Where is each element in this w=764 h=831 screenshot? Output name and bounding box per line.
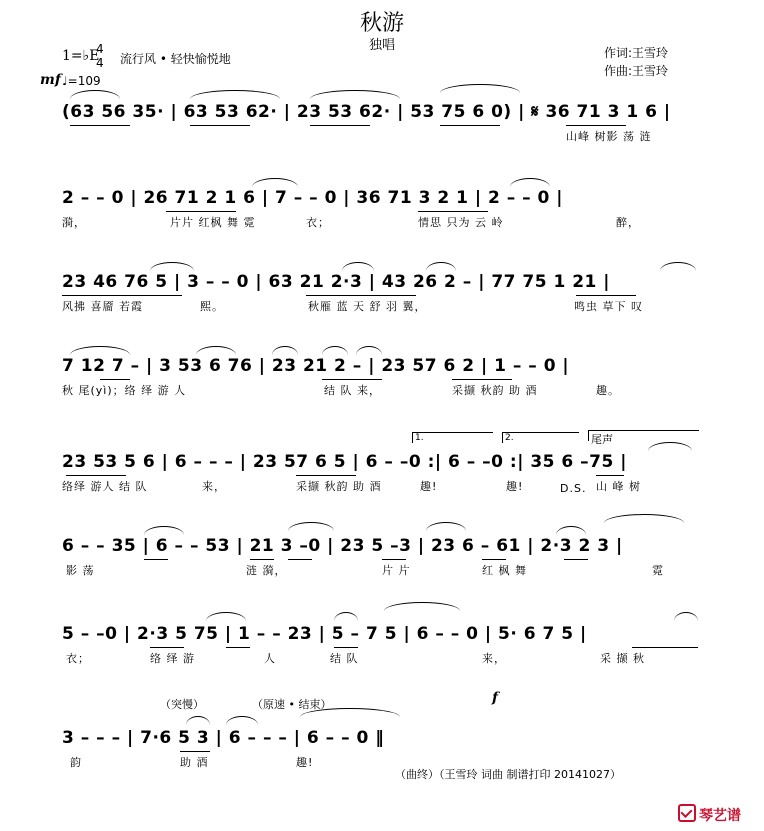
staff-row-7-notes: 5 – –0 | 2·3 5 75 | 1 – – 23 | 5 – 7 5 | 6 – – 0 | 5· 6 7 5 | [62, 624, 587, 644]
tempo-marking: ♩=109 [62, 74, 101, 88]
staff-row-7-lyrics-b: 络 绎 游 [150, 652, 195, 665]
slur [310, 90, 400, 99]
staff-row-5-notes: 23 53 5 6 | 6 – – – | 23 57 6 5 | 6 – –0 :| 6 – –0 :| 35 6 –75 | [62, 452, 627, 472]
beam-underline [190, 125, 250, 126]
coda-label: 尾声 [588, 430, 699, 441]
slur [322, 346, 348, 355]
time-signature-top: 4 [96, 42, 104, 56]
beam-underline [150, 647, 184, 648]
slur [252, 178, 298, 187]
beam-underline [62, 295, 182, 296]
slur [190, 90, 280, 99]
staff-row-1-notes: (63 56 35· | 63 53 62· | 23 53 62· | 53 75 6 0) | 𝄋 36 71 3 1 6 | [62, 102, 671, 122]
slur [342, 262, 374, 271]
staff-row-1-lyrics: 山峰 树影 荡 涟 [566, 130, 652, 143]
staff-row-6-lyrics-a: 影 荡 [66, 564, 95, 577]
beam-underline [382, 559, 406, 560]
beam-underline [440, 125, 500, 126]
staff-row-5-lyrics-c: 采撷 秋韵 助 酒 [296, 480, 382, 493]
staff-row-4-lyrics-d: 趣。 [596, 384, 620, 397]
watermark-logo [678, 804, 741, 825]
staff-row-2-lyrics-a: 漪， [62, 216, 86, 229]
staff-row-5-lyrics-f: 山 峰 树 [596, 480, 641, 493]
staff-row-7-lyrics-a: 衣； [66, 652, 90, 665]
beam-underline [306, 295, 416, 296]
slur [510, 178, 550, 187]
slur [196, 346, 236, 355]
slur [272, 346, 298, 355]
time-signature [96, 42, 104, 70]
staff-row-2-lyrics-e: 醉， [616, 216, 640, 229]
dynamic-mf: mf [40, 72, 61, 88]
staff-row-3-lyrics-a: 风拂 喜靥 若霞 [62, 300, 143, 313]
slur [440, 84, 520, 93]
beam-underline [576, 295, 636, 296]
beam-underline [452, 379, 512, 380]
staff-row-5-lyrics-b: 来， [202, 480, 226, 493]
tempo-change-resume: （原速 • 结束） [252, 698, 332, 711]
staff-row-2-lyrics-b: 片片 红枫 舞 霓 [170, 216, 256, 229]
slur [186, 716, 210, 725]
staff-row-6-lyrics-e: 霓 [652, 564, 664, 577]
beam-underline [418, 211, 488, 212]
staff-row-6-lyrics-d: 红 枫 舞 [482, 564, 527, 577]
beam-underline [180, 751, 210, 752]
beam-underline [250, 559, 274, 560]
staff-row-5-lyrics-e: 趣! [506, 480, 524, 493]
staff-row-2-lyrics-c: 衣； [306, 216, 330, 229]
staff-row-4-lyrics-a: 秋 尾(yì)；络 绎 游 人 [62, 384, 187, 397]
slur [674, 612, 698, 621]
staff-row-2-notes: 2 – – 0 | 26 71 2 1 6 | 7 – – 0 | 36 71 3 2 1 | 2 – – 0 | [62, 188, 563, 208]
composer-credit: 作曲:王雪玲 [604, 64, 669, 78]
footer-note: （曲终）（王雪玲 词曲 制谱打印 20141027） [395, 768, 621, 781]
time-signature-bottom: 4 [96, 56, 104, 70]
slur [426, 522, 466, 531]
staff-row-4-notes: 7 12 7 – | 3 53 6 76 | 23 21 2 – | 23 57 6 2 | 1 – – 0 | [62, 356, 570, 376]
slur [70, 90, 120, 99]
style-marking: 流行风 • 轻快愉悦地 [120, 52, 231, 66]
lyricist-credit: 作词:王雪玲 [604, 46, 669, 60]
tempo-change-slow: （突慢） [160, 698, 204, 711]
beam-underline [288, 559, 312, 560]
slur [384, 602, 460, 611]
key-signature: 1=♭E [62, 48, 100, 64]
beam-underline [166, 211, 236, 212]
staff-row-4-lyrics-b: 结 队 来， [324, 384, 381, 397]
staff-row-6-notes: 6 – – 35 | 6 – – 53 | 21 3 –0 | 23 5 –3 | 23 6 – 61 | 2·3 2 3 | [62, 536, 623, 556]
beam-underline [334, 647, 358, 648]
slur [648, 442, 692, 451]
staff-row-3-lyrics-b: 熙。 [200, 300, 224, 313]
beam-underline [322, 379, 382, 380]
slur [604, 514, 684, 523]
watermark-text: 琴艺谱 [699, 808, 741, 824]
staff-row-7-lyrics-e: 来， [482, 652, 506, 665]
staff-row-3-lyrics-d: 鸣虫 草下 叹 [574, 300, 643, 313]
staff-row-8-notes: 3 – – – | 7·6 5 3 | 6 – – – | 6 – – 0 ‖ [62, 728, 385, 748]
slur [334, 612, 358, 621]
beam-underline [482, 559, 506, 560]
dynamic-f: f [492, 690, 499, 706]
slur [206, 612, 246, 621]
slur [660, 262, 696, 271]
beam-underline [596, 475, 624, 476]
staff-row-2-lyrics-d: 情思 只为 云 岭 [418, 216, 504, 229]
staff-row-5-lyrics-d: 趣! [420, 480, 438, 493]
staff-row-7-lyrics-c: 人 [264, 652, 276, 665]
logo-icon [678, 804, 696, 822]
staff-row-8-lyrics-a: 韵 [70, 756, 82, 769]
staff-row-7-lyrics-f: 采 撷 秋 [600, 652, 645, 665]
slur [144, 526, 184, 535]
slur [556, 526, 586, 535]
staff-row-6-lyrics-c: 片 片 [382, 564, 411, 577]
staff-row-8-lyrics-c: 趣! [296, 756, 314, 769]
beam-underline [566, 125, 626, 126]
volta-1: 1. [412, 432, 493, 443]
page-title: 秋游 [359, 11, 404, 36]
staff-row-7-lyrics-d: 结 队 [330, 652, 359, 665]
beam-underline [100, 379, 130, 380]
staff-row-5-lyrics-a: 络绎 游人 结 队 [62, 480, 148, 493]
staff-row-3-notes: 23 46 76 5 | 3 – – 0 | 63 21 2·3 | 43 26 2 – | 77 75 1 21 | [62, 272, 610, 292]
slur [70, 346, 130, 355]
slur [150, 262, 194, 271]
slur [226, 716, 258, 725]
staff-row-6-lyrics-b: 涟 漪， [246, 564, 287, 577]
slur [356, 346, 382, 355]
beam-underline [70, 125, 130, 126]
staff-row-4-lyrics-c: 采撷 秋韵 助 酒 [452, 384, 538, 397]
beam-underline [632, 647, 698, 648]
subtitle: 独唱 [368, 38, 395, 53]
ds-marking: D.S. [560, 482, 587, 495]
staff-row-3-lyrics-c: 秋雁 蓝 天 舒 羽 翼， [308, 300, 427, 313]
beam-underline [564, 559, 588, 560]
beam-underline [66, 475, 126, 476]
slur [426, 262, 456, 271]
beam-underline [310, 125, 370, 126]
beam-underline [296, 475, 356, 476]
beam-underline [226, 647, 250, 648]
staff-row-8-lyrics-b: 助 酒 [180, 756, 209, 769]
slur [288, 522, 334, 531]
beam-underline [144, 559, 168, 560]
volta-2: 2. [502, 432, 579, 443]
